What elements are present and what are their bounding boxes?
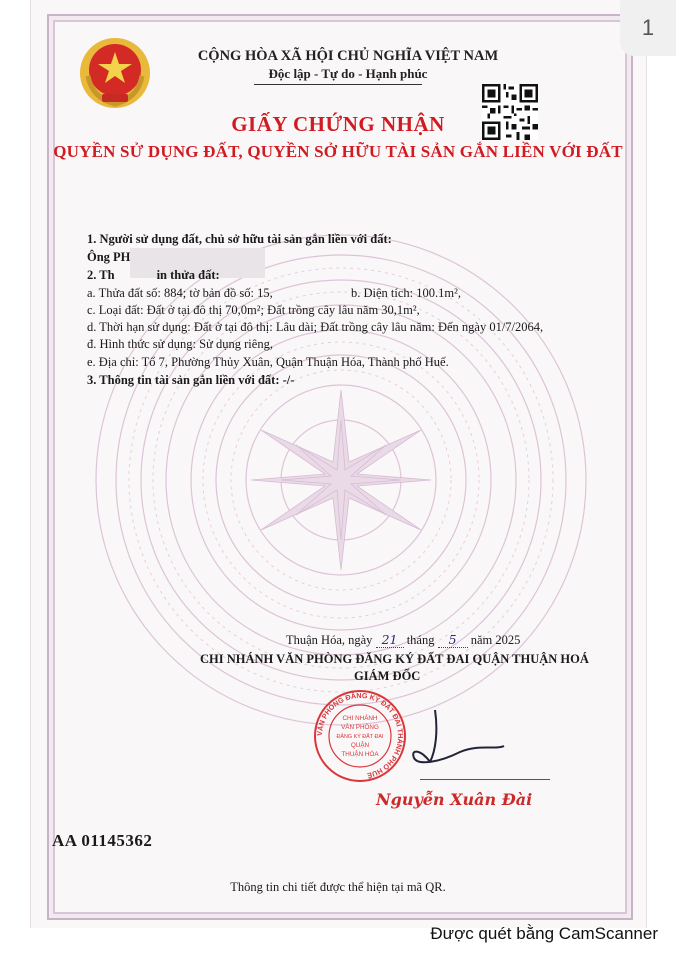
page-number-badge: 1 [620,0,676,56]
seal-line-4: QUẬN [350,742,370,749]
issue-place: Thuận Hóa, ngày [286,633,373,647]
seal-line-2: VĂN PHÒNG [341,724,379,731]
land-type: c. Loại đất: Đất ở tại đô thị 70,0m²; Đất trồng cây lâu năm 30,1m², [87,303,420,317]
signer-name: Nguyễn Xuân Đài [376,790,533,809]
issue-year: năm 2025 [470,633,521,647]
owner-name: Ông PH [87,250,131,264]
section-2-heading [87,268,220,283]
certificate-title: GIẤY CHỨNG NHẬN [231,112,445,136]
camscanner-watermark: Được quét bằng CamScanner [430,924,658,943]
signature-line [420,779,550,780]
motto-underline [254,84,422,85]
issue-date [286,632,520,648]
signer-title: GIÁM ĐỐC [354,669,421,683]
serial-number: AA 01145362 [52,831,153,850]
section-3-heading: 3. Thông tin tài sản gắn liền với đất: -/- [87,373,295,387]
issue-month-label: tháng [406,633,435,647]
issue-month: 5 [438,632,468,648]
use-term: d. Thời hạn sử dụng: Đất ở tại đô thị: Lâu dài; Đất trồng cây lâu năm: Đến ngày 01/7/2064, [87,320,544,334]
nation-name: CỘNG HÒA XÃ HỘI CHỦ NGHĨA VIỆT NAM [197,48,499,64]
parcel-area: b. Diện tích: 100.1m², [351,286,461,300]
seal-line-1: CHI NHÁNH [342,715,378,722]
parcel-number: a. Thửa đất số: 884; tờ bản đồ số: 15, [87,286,273,300]
seal-ring-text: VĂN PHÒNG ĐĂNG KÝ ĐẤT ĐAI THÀNH PHỐ HUẾ [314,690,406,781]
seal-line-5: THUẬN HÓA [341,751,379,758]
handwritten-signature [400,700,510,770]
certificate-subtitle: QUYỀN SỬ DỤNG ĐẤT, QUYỀN SỞ HỮU TÀI SẢN GẮN LIỀN VỚI ĐẤT [53,142,623,161]
national-motto: Độc lập - Tự do - Hạnh phúc [268,66,428,81]
parcel-address: e. Địa chỉ: Tổ 7, Phường Thủy Xuân, Quận Thuận Hóa, Thành phố Huế. [87,355,449,369]
issuing-office: CHI NHÁNH VĂN PHÒNG ĐĂNG KÝ ĐẤT ĐAI QUẬN THUẬN HOÁ [200,652,589,666]
section-2-heading-start: 2. Th [87,268,115,282]
certificate-paper [30,0,647,928]
seal-line-3: ĐĂNG KÝ ĐẤT ĐAI [336,734,384,740]
use-form: đ. Hình thức sử dụng: Sử dụng riêng, [87,337,273,351]
official-seal-stamp [312,688,408,784]
section-1-heading: 1. Người sử dụng đất, chủ sở hữu tài sản gắn liền với đất: [87,232,392,246]
qr-note: Thông tin chi tiết được thể hiện tại mã QR. [230,880,446,894]
section-2-heading-end: in thửa đất: [156,268,220,282]
issue-day: 21 [376,632,404,648]
